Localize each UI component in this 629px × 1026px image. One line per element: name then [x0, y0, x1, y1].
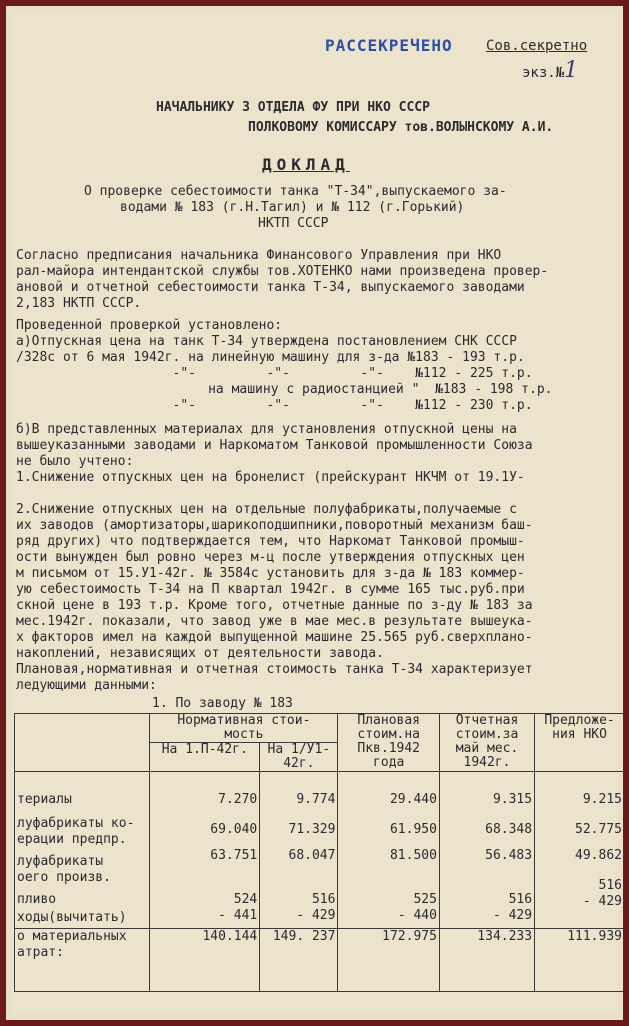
cell: 525	[413, 892, 437, 907]
subject-line-2: водами № 183 (г.Н.Тагил) и № 112 (г.Горький)	[120, 200, 465, 215]
col-plan	[338, 772, 439, 929]
cell: 63.751	[210, 848, 258, 863]
cell: - 429	[296, 908, 336, 923]
row-labels	[15, 772, 150, 929]
para1-line-3: ановой и отчетной себестоимости танка Т-34, выпускаемого заводами	[16, 280, 525, 295]
table-header-row-1	[15, 714, 625, 743]
addressee-line-2: ПОЛКОВОМУ КОМИССАРУ тов.ВОЛЫНСКОМУ А.И.	[248, 120, 554, 135]
para1-line-2: рал-майора интендантской службы тов.ХОТЕНКО нами произведена провер-	[16, 264, 549, 279]
para3-line-13: мес.1942г. показали, что завод уже в мае мес.в результате вышеука-	[16, 614, 533, 629]
copy-number: 1	[564, 58, 579, 83]
para3-line-1: б)В представленных материалах для установления отпускной цены на	[16, 422, 517, 437]
subject-line-1: О проверке себестоимости танка "Т-34",выпускаемого за-	[84, 184, 507, 199]
cell: 81.500	[389, 848, 437, 863]
para2-line-6: -"- -"- -"- №112 - 230 т.р.	[16, 398, 533, 413]
cell: - 429	[582, 894, 622, 909]
document-title: ДОКЛАД	[262, 155, 350, 174]
para3-line-3: не было учтено:	[16, 454, 134, 469]
cell: - 441	[218, 908, 258, 923]
col-norm-1	[150, 772, 260, 929]
header-proposal: Предложе- ния НКО	[535, 714, 625, 772]
para3-line-10: м письмом от 15.У1-42г. № 3584с установить для з-да № 183 коммер-	[16, 566, 525, 581]
total-cell: 111.939	[535, 929, 625, 992]
para2-line-4: -"- -"- -"- №112 - 225 т.р.	[16, 366, 533, 381]
cell: 516	[598, 878, 622, 893]
para1-line-1: Согласно предписания начальника Финансового Управления при НКО	[16, 248, 502, 263]
para3-line-2: вышеуказанными заводами и Наркоматом Танковой промышленности Союза	[16, 438, 533, 453]
section-heading	[152, 696, 293, 711]
row-label: ходы(вычитать)	[17, 910, 127, 925]
total-cell: 140.144	[150, 929, 260, 992]
row-label: териалы	[17, 792, 72, 807]
para3-line-7: их заводов (амортизаторы,шарикоподшипники,поворотный механизм баш-	[16, 518, 533, 533]
table-body	[15, 772, 625, 929]
total-cell: 172.975	[338, 929, 439, 992]
col-proposal	[535, 772, 625, 929]
para4-line-2: ледующими данными:	[16, 678, 157, 693]
para3-line-12: скной цене в 193 т.р. Кроме того, отчетные данные по з-ду № 183 за	[16, 598, 533, 613]
cell: 516	[311, 892, 336, 907]
cell: 9.774	[296, 792, 336, 807]
total-cell: 149. 237	[260, 929, 338, 992]
header-item	[15, 714, 150, 772]
cell: 69.040	[210, 822, 258, 837]
cell: 524	[233, 892, 258, 907]
cell: 52.775	[575, 822, 622, 837]
section-heading-text: 1. По заводу № 183	[152, 696, 293, 711]
cell: 9.315	[492, 792, 533, 807]
addressee-line-1: НАЧАЛЬНИКУ 3 ОТДЕЛА ФУ ПРИ НКО СССР	[156, 100, 430, 115]
subject-line-3: НКТП СССР	[258, 216, 329, 231]
header-normative: Нормативная стои- мость	[150, 714, 338, 743]
col-report	[439, 772, 534, 929]
cell: 68.348	[485, 822, 533, 837]
row-label: луфабрикаты оего произв.	[17, 854, 111, 885]
cell: 68.047	[288, 848, 336, 863]
cell: 7.270	[218, 792, 258, 807]
cell: 61.950	[389, 822, 437, 837]
para3-line-4: 1.Снижение отпускных цен на бронелист (прейскурант НКЧМ от 19.1У-	[16, 470, 525, 485]
para4-line-1: Плановая,нормативная и отчетная стоимость танка Т-34 характеризует	[16, 662, 533, 677]
cell: - 429	[492, 908, 533, 923]
cost-table	[14, 713, 625, 992]
para2-line-1: Проведенной проверкой установлено:	[16, 318, 283, 333]
copy-label	[522, 58, 578, 83]
para3-line-15: накоплений, независящих от деятельности завода.	[16, 646, 384, 661]
cell: 49.862	[575, 848, 622, 863]
para3-line-14: х факторов имел на каждой выпущенной машине 25.565 руб.сверхплано-	[16, 630, 533, 645]
header-report: Отчетная стоим.за май мес. 1942г.	[439, 714, 534, 772]
total-label: о материальных атрат:	[15, 929, 150, 992]
cell: 9.215	[582, 792, 622, 807]
para3-line-9: ости вынужден был ровно через м-ц после утверждения отпускных цен	[16, 550, 525, 565]
cell: - 440	[397, 908, 437, 923]
cell: 56.483	[485, 848, 533, 863]
header-norm-1: На 1.П-42г.	[150, 743, 260, 772]
header-norm-2: На 1/У1- 42г.	[260, 743, 338, 772]
table-total-row	[15, 929, 625, 992]
para3-line-6: 2.Снижение отпускных цен на отдельные полуфабрикаты,получаемые с	[16, 502, 517, 517]
para2-line-3: /328с от 6 мая 1942г. на линейную машину для з-да №183 - 193 т.р.	[16, 350, 525, 365]
classification-label: Сов.секретно	[486, 38, 588, 54]
total-cell: 134.233	[439, 929, 534, 992]
declassified-stamp: РАССЕКРЕЧЕНО	[325, 36, 453, 55]
row-label: луфабрикаты ко- ерации предпр.	[17, 816, 135, 847]
cell: 29.440	[389, 792, 437, 807]
cell: 71.329	[288, 822, 336, 837]
cell: 516	[508, 892, 533, 907]
para1-line-4: 2,183 НКТП СССР.	[16, 296, 142, 311]
copy-text: экз.№	[522, 65, 565, 81]
para2-line-5: на машину с радиостанцией " №183 - 198 т.р.	[122, 382, 553, 397]
para3-line-8: ряд других) что подтверждается тем, что Наркомат Танковой промыш-	[16, 534, 525, 549]
header-plan: Плановая стоим.на Пкв.1942 года	[338, 714, 439, 772]
row-label: пливо	[17, 892, 57, 907]
para3-line-11: ую себестоимость Т-34 на П квартал 1942г. в сумме 165 тыс.руб.при	[16, 582, 525, 597]
para2-line-2: а)Отпускная цена на танк Т-34 утверждена постановлением СНК СССР	[16, 334, 517, 349]
col-norm-2	[260, 772, 338, 929]
